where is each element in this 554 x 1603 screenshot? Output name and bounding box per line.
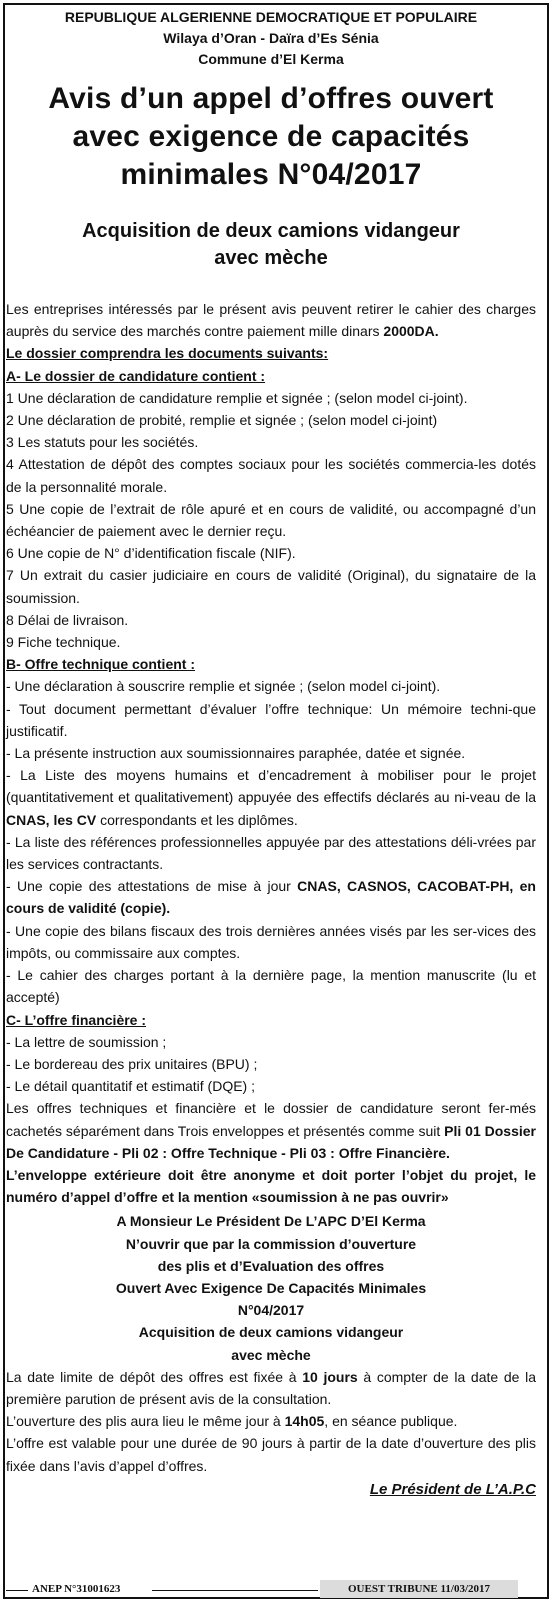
section-b-item: - La liste des références professionnelles appuyée par des attestations déli-vrées par les services contractants. bbox=[6, 833, 536, 873]
opening-paragraph bbox=[6, 1410, 536, 1432]
address-block bbox=[6, 1210, 536, 1365]
title-line-2: avec exigence de capacités bbox=[72, 120, 470, 153]
section-a-item: 9 Fiche technique. bbox=[6, 634, 121, 651]
section-b-item bbox=[6, 764, 536, 831]
item6-text: - Une copie des attestations de mise à jour bbox=[6, 878, 298, 895]
address-line-2: N’ouvrir que par la commission d’ouverture bbox=[125, 1235, 417, 1252]
intro-text: Les entreprises intéressés par le présent avis peuvent retirer le cahier des charges auprès du service des marchés contre paiement mille dinars bbox=[6, 301, 536, 340]
section-a-item: 5 Une copie de l’extrait de rôle apuré et en cours de validité, ou accompagné d’un échéancier de paiement avec le dernier reçu. bbox=[6, 500, 536, 540]
offers-paragraph bbox=[6, 1097, 536, 1164]
offers-bold: Pli 01 Dossier De Candidature - Pli 02 : Offre Technique - Pli 03 : Offre Financière. bbox=[6, 1122, 537, 1161]
dossier-heading: Le dossier comprendra les documents suivants: bbox=[6, 345, 329, 362]
deadline-bold: 10 jours bbox=[302, 1368, 358, 1385]
section-a-item: 7 Un extrait du casier judiciaire en cours de validité (Original), du signataire de la soumission. bbox=[6, 567, 536, 606]
signature bbox=[6, 1479, 536, 1501]
title-line-3: minimales N°04/2017 bbox=[120, 158, 422, 191]
envelope-paragraph: L’enveloppe extérieure doit être anonyme et doit porter l’objet du projet, le numéro d’appel d’offre et la mention «soumission à ne pas ouvrir» bbox=[6, 1166, 536, 1206]
notice-title bbox=[6, 80, 536, 194]
section-c-item: - La lettre de soumission ; bbox=[6, 1033, 167, 1050]
anep-number: ANEP N°31001623 bbox=[32, 1583, 121, 1595]
footer-rule-left bbox=[6, 1590, 28, 1591]
section-a-item: 2 Une déclaration de probité, remplie et signée ; (selon model ci-joint) bbox=[6, 412, 438, 429]
footer-rule-mid bbox=[152, 1590, 318, 1591]
opening-post: , en séance publique. bbox=[324, 1413, 458, 1430]
section-a-item: 6 Une copie de N° d’identification fiscale (NIF). bbox=[6, 545, 296, 562]
header-wilaya: Wilaya d’Oran - Daïra d’Es Sénia bbox=[163, 30, 379, 46]
section-a-item: 8 Délai de livraison. bbox=[6, 611, 129, 628]
address-line-5: N°04/2017 bbox=[237, 1302, 305, 1319]
item4-bold: CNAS, les CV bbox=[6, 811, 97, 828]
section-b-item: - Une copie des bilans fiscaux des trois dernières années visés par les ser-vices des impôts, ou commissaire aux comptes. bbox=[6, 922, 536, 961]
intro-price: 2000DA. bbox=[383, 323, 439, 340]
item4-post: correspondants et les diplômes. bbox=[96, 811, 298, 828]
section-b-item: - Une déclaration à souscrire remplie et signée ; (selon model ci-joint). bbox=[6, 678, 441, 695]
deadline-paragraph bbox=[6, 1366, 536, 1410]
section-b-item bbox=[6, 875, 536, 919]
header-commune: Commune d’El Kerma bbox=[198, 51, 344, 67]
intro-paragraph bbox=[6, 298, 536, 342]
address-line-4: Ouvert Avec Exigence De Capacités Minimales bbox=[115, 1279, 427, 1296]
section-a-heading: A- Le dossier de candidature contient : bbox=[6, 367, 266, 384]
title-line-1: Avis d’un appel d’offres ouvert bbox=[48, 82, 494, 115]
validity-paragraph: L’offre est valable pour une durée de 90 jours à partir de la date d’ouverture des plis fixée dans l’avis d’appel d’offres. bbox=[6, 1435, 536, 1474]
notice-content bbox=[6, 6, 536, 1501]
offers-text: Les offres techniques et financière et le dossier de candidature seront fer-més cachetés séparément dans Trois enveloppes et présentés comme suit bbox=[6, 1100, 536, 1139]
opening-text: L’ouverture des plis aura lieu le même jour à bbox=[6, 1413, 285, 1430]
section-c-heading: C- L’offre financière : bbox=[6, 1011, 147, 1028]
section-a-item: 3 Les statuts pour les sociétés. bbox=[6, 434, 199, 451]
header-republic: REPUBLIQUE ALGERIENNE DEMOCRATIQUE ET POPULAIRE bbox=[64, 9, 478, 25]
section-b-item: - Tout document permettant d’évaluer l’offre technique: Un mémoire techni-que justificatif. bbox=[6, 700, 536, 739]
item4-text: - La Liste des moyens humains et d’encadrement à mobiliser pour le projet (quantitativement et qualitativement) appuyée des effectifs déclarés au ni-veau de la bbox=[6, 767, 536, 806]
section-b-heading: B- Offre technique contient : bbox=[6, 656, 195, 673]
notice-body bbox=[6, 298, 536, 1501]
section-b-item: - La présente instruction aux soumissionnaires paraphée, datée et signée. bbox=[6, 745, 466, 762]
subtitle-line-2: avec mèche bbox=[214, 247, 328, 269]
subtitle-line-1: Acquisition de deux camions vidangeur bbox=[82, 220, 460, 242]
notice-subtitle bbox=[6, 218, 536, 272]
section-a-item: 4 Attestation de dépôt des comptes sociaux pour les sociétés commercia-les dotés de la personnalité morale. bbox=[6, 456, 536, 495]
address-line-3: des plis et d’Evaluation des offres bbox=[157, 1257, 385, 1274]
address-line-1: A Monsieur Le Président De L’APC D’El Kerma bbox=[116, 1213, 426, 1230]
newspaper-tag: OUEST TRIBUNE 11/03/2017 bbox=[320, 1580, 518, 1598]
section-c-item: - Le bordereau des prix unitaires (BPU) ; bbox=[6, 1055, 258, 1072]
section-a-item: 1 Une déclaration de candidature remplie et signée ; (selon model ci-joint). bbox=[6, 389, 468, 406]
address-line-7: avec mèche bbox=[231, 1346, 311, 1363]
opening-bold: 14h05 bbox=[284, 1413, 325, 1430]
section-c-item: - Le détail quantitatif et estimatif (DQE) ; bbox=[6, 1078, 255, 1095]
footer bbox=[0, 1580, 554, 1602]
item6-bold: CNAS, CASNOS, CACOBAT-PH, en cours de validité (copie). bbox=[6, 878, 536, 917]
deadline-text: La date limite de dépôt des offres est fixée à bbox=[6, 1368, 303, 1385]
signature-text: Le Président de L’A.P.C bbox=[369, 1480, 536, 1498]
section-b-item: - Le cahier des charges portant à la dernière page, la mention manuscrite (lu et accepté) bbox=[6, 967, 536, 1006]
address-line-6: Acquisition de deux camions vidangeur bbox=[138, 1324, 404, 1341]
deadline-post: à compter de la date de la première parution de présent avis de la consultation. bbox=[6, 1368, 536, 1407]
